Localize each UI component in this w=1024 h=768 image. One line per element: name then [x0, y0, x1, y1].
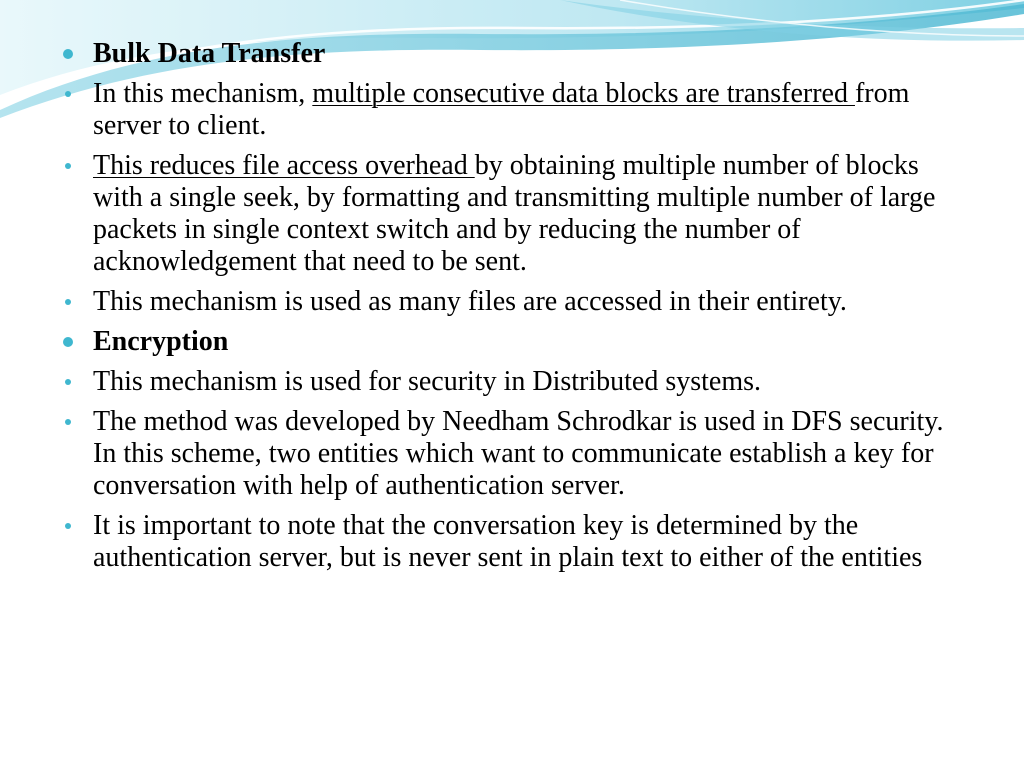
bullet-dot-icon	[63, 49, 73, 59]
bullet-dot-icon	[65, 299, 71, 305]
bullet-item	[60, 286, 960, 318]
bullet-heading-encryption	[60, 326, 960, 358]
underlined-phrase: multiple consecutive data blocks are transferred	[312, 78, 855, 109]
bullet-dot-icon	[65, 419, 71, 425]
bullet-item	[60, 366, 960, 398]
underlined-phrase: This reduces file access overhead	[93, 150, 475, 181]
bullet-text: by obtaining multiple number of blocks with a single seek, by formatting and transmitting multiple number of large packets in single context switch and by reducing the number of acknowledgement that need to be sent.	[93, 150, 936, 277]
bullet-text: It is important to note that the conversation key is determined by the authentication server, but is never sent in plain text to either of the entities	[93, 510, 923, 573]
bullet-dot-icon	[65, 91, 71, 97]
bullet-item	[60, 406, 960, 502]
bullet-text: The method was developed by Needham Schrodkar is used in DFS security. In this scheme, two entities which want to communicate establish a key for conversation with help of authentication server.	[93, 406, 944, 501]
bullet-dot-icon	[65, 379, 71, 385]
bullet-text: This mechanism is used for security in Distributed systems.	[93, 366, 762, 397]
bullet-item	[60, 150, 960, 278]
bullet-text: In this mechanism,	[93, 78, 313, 109]
bullet-dot-icon	[65, 163, 71, 169]
bullet-dot-icon	[63, 337, 73, 347]
bullet-text: from server to client.	[93, 78, 910, 141]
bullet-item	[60, 510, 960, 574]
bullet-item	[60, 78, 960, 142]
bullet-heading-bulk-data-transfer	[60, 38, 960, 70]
bullet-text: This mechanism is used as many files are accessed in their entirety.	[93, 286, 847, 317]
bullet-text: Bulk Data Transfer	[93, 38, 326, 69]
bullet-text: Encryption	[93, 326, 229, 357]
bullet-dot-icon	[65, 523, 71, 529]
slide-content	[60, 38, 960, 582]
